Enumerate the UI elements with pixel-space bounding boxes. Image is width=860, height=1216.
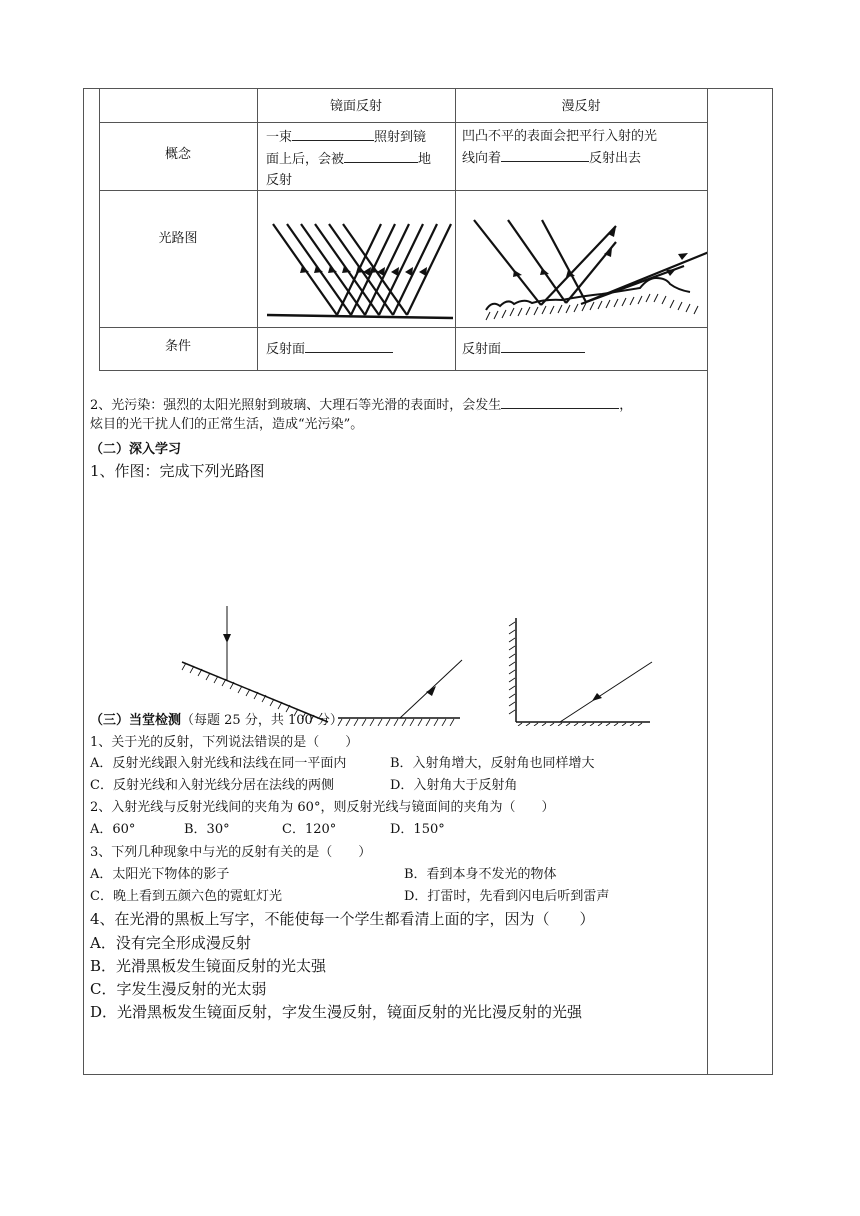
question-3-stem: 3、下列几种现象中与光的反射有关的是（ ） — [90, 845, 372, 860]
question-1-option-d[interactable]: D．入射角大于反射角 — [390, 778, 518, 793]
label-condition: 条件 — [164, 339, 191, 354]
section-2-title: （二）深入学习 — [90, 442, 182, 457]
pollution-line-2: 炫目的光干扰人们的正常生活，造成“光污染”。 — [90, 417, 364, 432]
right-column-divider — [707, 88, 708, 1075]
question-1-option-a[interactable]: A．反射光线跟入射光线和法线在同一平面内 — [90, 756, 347, 771]
question-4-option-d[interactable]: D．光滑黑板发生镜面反射，字发生漫反射，镜面反射的光比漫反射的光强 — [90, 1003, 583, 1021]
concept-specular: 一束 照射到镜 面上后，会被 地 反射 — [266, 126, 452, 191]
question-2-option-d[interactable]: D．150° — [390, 822, 445, 837]
question-4-option-a[interactable]: A．没有完全形成漫反射 — [90, 934, 251, 952]
question-3-option-a[interactable]: A．太阳光下物体的影子 — [90, 867, 230, 882]
concept-diffuse: 凹凸不平的表面会把平行入射的光 线向着 反射出去 — [462, 129, 658, 166]
question-4-option-c[interactable]: C．字发生漫反射的光太弱 — [90, 980, 267, 998]
pollution-line-1: 2、光污染：强烈的太阳光照射到玻璃、大理石等光滑的表面时，会发生 ， — [90, 394, 632, 416]
question-1-stem: 1、关于光的反射，下列说法错误的是（ ） — [90, 735, 359, 750]
question-1-option-c[interactable]: C．反射光线和入射光线分居在法线的两侧 — [90, 778, 334, 793]
question-1-option-b[interactable]: B．入射角增大，反射角也同样增大 — [390, 756, 595, 771]
question-4-stem: 4、在光滑的黑板上写字，不能使每一个学生都看清上面的字，因为（ ） — [90, 910, 595, 928]
question-2-option-b[interactable]: B．30° — [184, 822, 230, 837]
question-3-option-b[interactable]: B．看到本身不发光的物体 — [404, 867, 557, 882]
exercise-diagram-2 — [506, 614, 662, 726]
section-3-header: （三）当堂检测（每题 25 分，共 100 分） — [90, 713, 343, 728]
label-concept: 概念 — [164, 147, 191, 162]
header-diffuse: 漫反射 — [561, 99, 601, 114]
question-4-option-b[interactable]: B．光滑黑板发生镜面反射的光太强 — [90, 957, 327, 975]
exercise-diagram-1 — [178, 600, 468, 726]
condition-specular: 反射面 — [266, 338, 393, 360]
specular-reflection-diagram — [257, 190, 455, 327]
question-2-stem: 2、入射光线与反射光线间的夹角为 60°，则反射光线与镜面间的夹角为（ ） — [90, 800, 555, 815]
question-2-option-a[interactable]: A．60° — [90, 822, 136, 837]
question-3-option-c[interactable]: C．晚上看到五颜六色的霓虹灯光 — [90, 889, 282, 904]
question-3-option-d[interactable]: D．打雷时，先看到闪电后听到雷声 — [404, 889, 610, 904]
condition-diffuse: 反射面 — [462, 338, 585, 360]
diffuse-reflection-diagram — [456, 190, 707, 327]
label-light-path: 光路图 — [158, 231, 198, 246]
section-2-q1: 1、作图：完成下列光路图 — [90, 462, 265, 480]
question-2-option-c[interactable]: C．120° — [282, 822, 337, 837]
header-specular: 镜面反射 — [329, 99, 382, 114]
